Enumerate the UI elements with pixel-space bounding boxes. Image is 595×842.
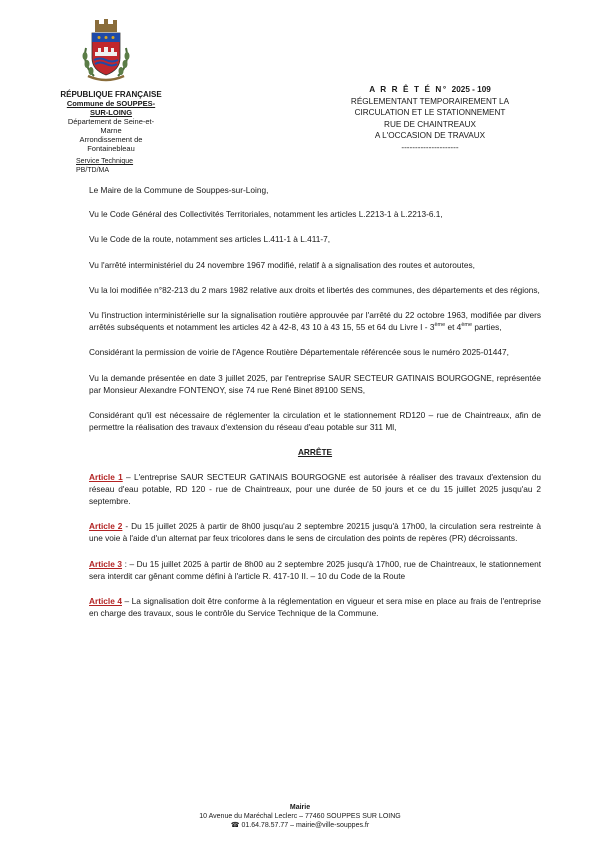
arrondissement-label: Arrondissement de Fontainebleau: [79, 135, 143, 153]
article-1-label: Article 1: [89, 471, 123, 482]
article-2: [89, 520, 541, 544]
instruction-sup-1: ème: [434, 322, 446, 329]
article-1: [89, 471, 541, 508]
service-block: [76, 157, 133, 175]
paragraph-arrete-1967: Vu l'arrêté interministériel du 24 novembre 1967 modifié, relatif à a signalisation des routes et autoroutes,: [89, 259, 475, 270]
paragraph-maire: Le Maire de la Commune de Souppes-sur-Loing,: [89, 185, 269, 195]
paragraph-considerant: Considérant qu'il est nécessaire de réglementer la circulation et le stationnement RD120 – rue de Chaintreaux, afin de permettre la réalisation des travaux d'extension du réseau d'eau potable sur 311 Ml,: [89, 410, 541, 433]
paragraph-demande: Vu la demande présentée en date 3 juillet 2025, par l'entreprise SAUR SECTEUR GATINAIS BOURGOGNE, représentée par Monsieur Alexandre FONTENOY, sise 74 rue René Binet 89100 SENS,: [89, 372, 541, 395]
arrete-subject-line-1: RÉGLEMENTANT TEMPORAIREMENT LA: [350, 96, 510, 106]
paragraph-cgct: Vu le Code Général des Collectivités Territoriales, notamment les articles L.2213-1 à L.2213-6.1,: [89, 209, 443, 220]
coat-of-arms-logo: [78, 18, 134, 84]
issuer-block: [60, 90, 162, 153]
footer-address: 10 Avenue du Maréchal Leclerc – 77460 SOUPPES SUR LOING: [199, 813, 401, 821]
paragraph-permission: Considérant la permission de voirie de l'Agence Routière Départementale référencée sous le numéro 2025-01447,: [89, 347, 509, 358]
article-1-text: – L'entreprise SAUR SECTEUR GATINAIS BOURGOGNE est autorisée à réaliser des travaux d'extension du réseau d'eau potable, RD 120 - rue de Chaintreaux, pour une durée de 50 jours et ce du 15 juillet 2025 jusqu'au 2 septembre.: [89, 471, 541, 507]
arrete-subject-line-4: A L'OCCASION DE TRAVAUX: [374, 131, 486, 141]
service-ref: PB/TD/MA: [76, 167, 110, 174]
article-2-label: Article 2: [89, 521, 123, 532]
footer: [170, 803, 430, 831]
arrete-title: ARRÊTE: [297, 447, 333, 458]
footer-contact: ☎ 01.64.78.57.77 – mairie@ville-souppes.fr: [230, 822, 370, 830]
document-body: [89, 184, 541, 632]
arrete-subject-line-2: CIRCULATION ET LE STATIONNEMENT: [354, 108, 506, 118]
paragraph-instruction: [89, 309, 541, 333]
instruction-text-a: Vu l'instruction interministérielle sur la signalisation routière approuvée par l'arrêté du 22 octobre 1963, modifiée par divers arrêtés subséquents et notamment les articles 42 à 42-8, 43 10 à 43 15, 55 et 64 du Livre I - 3: [89, 310, 541, 333]
commune-label: Commune de SOUPPES-SUR-LOING: [66, 99, 156, 117]
footer-mairie: Mairie: [289, 804, 311, 811]
arrete-number-value: 2025 - 109: [451, 85, 491, 94]
article-4-text: – La signalisation doit être conforme à la réglementation en vigueur et sera mise en place au frais de l'entreprise en charge des travaux, sous le contrôle du Service Technique de la Commune.: [89, 596, 542, 619]
arrete-number: [332, 84, 528, 96]
article-3-label: Article 3: [89, 558, 123, 569]
article-4-label: Article 4: [89, 596, 122, 607]
service-label: Service Technique: [76, 158, 134, 165]
instruction-sup-2: ème: [461, 322, 473, 329]
arrete-prefix: A R R Ê T É N°: [369, 85, 448, 94]
arrete-subject-line-3: RUE DE CHAINTREAUX: [384, 119, 476, 129]
article-2-text: - Du 15 juillet 2025 à partir de 8h00 jusqu'au 2 septembre 20215 jusqu'à 17h00, la circulation sera restreinte à une voie à l'aide d'un alternat par feux tricolores dans le sens de circulation des points de repères (PR) décroissants.: [89, 521, 541, 544]
article-3: [89, 558, 541, 582]
republique-label: RÉPUBLIQUE FRANÇAISE: [60, 90, 162, 99]
departement-label: Département de Seine-et-Marne: [67, 117, 155, 135]
article-4: [89, 595, 541, 619]
article-3-text: : – Du 15 juillet 2025 à partir de 8h00 au 2 septembre 2025 jusqu'à 17h00, rue de Chaintreaux, le stationnement sera interdit car gênant comme défini à l'article R. 417-10 II. – 10 du Code de la Route: [89, 558, 541, 581]
instruction-text-b: et 4: [445, 322, 462, 333]
paragraph-code-route: Vu le Code de la route, notamment ses articles L.411-1 à L.411-7,: [89, 234, 331, 245]
arrete-rule: ---------------------: [401, 142, 459, 152]
paragraph-loi-1982: Vu la loi modifiée n°82-213 du 2 mars 1982 relative aux droits et libertés des communes, des départements et des régions,: [89, 284, 540, 295]
instruction-text-c: parties,: [472, 322, 502, 333]
arrete-heading: [332, 84, 528, 154]
